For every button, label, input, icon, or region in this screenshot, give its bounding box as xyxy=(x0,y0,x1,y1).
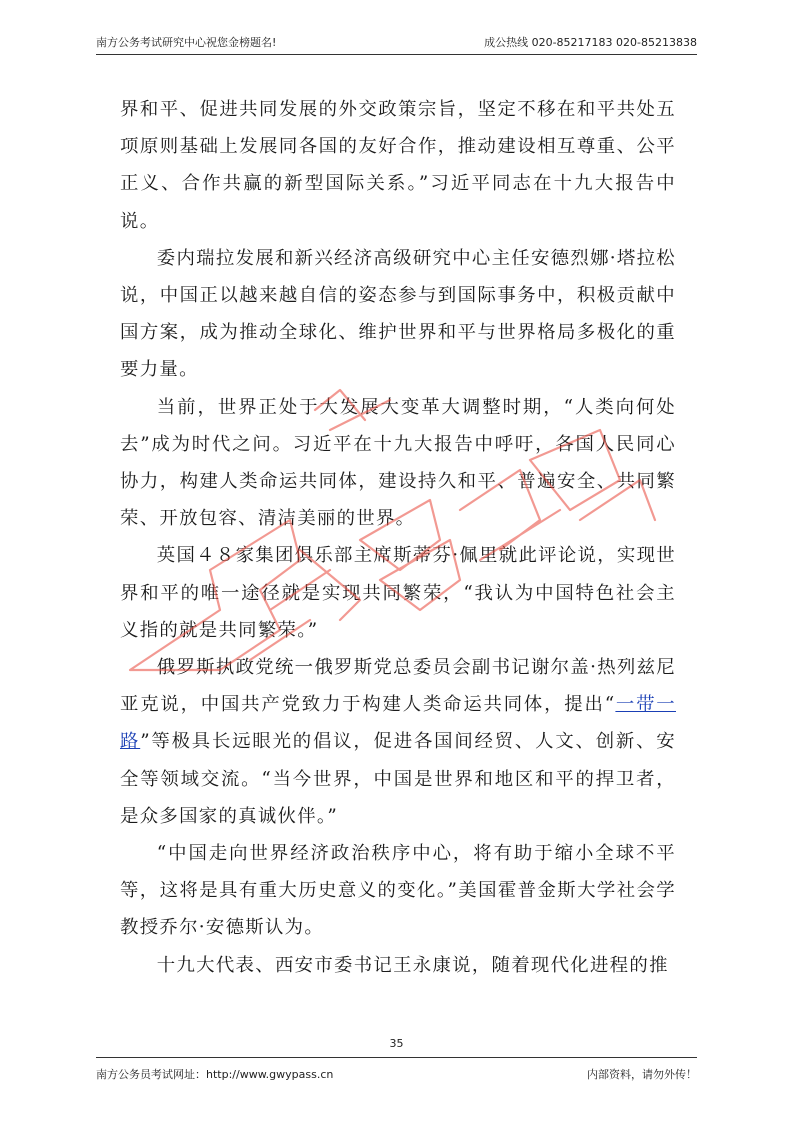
page-footer xyxy=(96,1066,697,1084)
paragraph-5 xyxy=(120,649,676,835)
paragraph-3: 当前，世界正处于大发展大变革大调整时期，“人类向何处去”成为时代之问。习近平在十九大报告中呼吁，各国人民同心协力，构建人类命运共同体，建设持久和平、普遍安全、共同繁荣、开放包容、清洁美丽的世界。 xyxy=(120,396,676,530)
paragraph-1: 界和平、促进共同发展的外交政策宗旨，坚定不移在和平共处五项原则基础上发展同各国的友好合作，推动建设相互尊重、公平正义、合作共赢的新型国际关系。”习近平同志在十九大报告中说。 xyxy=(120,99,676,232)
page-header xyxy=(96,34,697,52)
footer-divider xyxy=(96,1057,697,1058)
header-divider xyxy=(96,54,697,55)
page-number: 35 xyxy=(389,1037,404,1050)
header-hotline: 成公热线 020-85217183 020-85213838 xyxy=(484,36,697,49)
footer-website: 南方公务员考试网址：http://www.gwypass.cn xyxy=(96,1068,334,1081)
paragraph-4: 英国４８家集团俱乐部主席斯蒂芬·佩里就此评论说，实现世界和平的唯一途径就是实现共同繁荣，“我认为中国特色社会主义指的就是共同繁荣。” xyxy=(120,545,676,641)
belt-and-road-link[interactable]: 一带一路 xyxy=(120,694,676,753)
paragraph-7: 十九大代表、西安市委书记王永康说，随着现代化进程的推 xyxy=(156,954,669,976)
paragraph-5-before: 俄罗斯执政党统一俄罗斯党总委员会副书记谢尔盖·热列兹尼亚克说，中国共产党致力于构建人类命运共同体，提出“ xyxy=(120,657,676,716)
footer-notice: 内部资料，请勿外传！ xyxy=(587,1068,697,1081)
document-body xyxy=(120,91,676,984)
paragraph-5-after: ”等极具长远眼光的倡议，促进各国间经贸、人文、创新、安全等领域交流。“当今世界，中国是世界和地区和平的捍卫者，是众多国家的真诚伙伴。” xyxy=(120,731,676,827)
paragraph-2: 委内瑞拉发展和新兴经济高级研究中心主任安德烈娜·塔拉松说，中国正以越来越自信的姿态参与到国际事务中，积极贡献中国方案，成为推动全球化、维护世界和平与世界格局多极化的重要力量。 xyxy=(120,247,676,381)
header-slogan: 南方公务考试研究中心祝您金榜题名! xyxy=(96,36,277,49)
paragraph-6: “中国走向世界经济政治秩序中心，将有助于缩小全球不平等，这将是具有重大历史意义的变化。”美国霍普金斯大学社会学教授乔尔·安德斯认为。 xyxy=(120,843,676,939)
